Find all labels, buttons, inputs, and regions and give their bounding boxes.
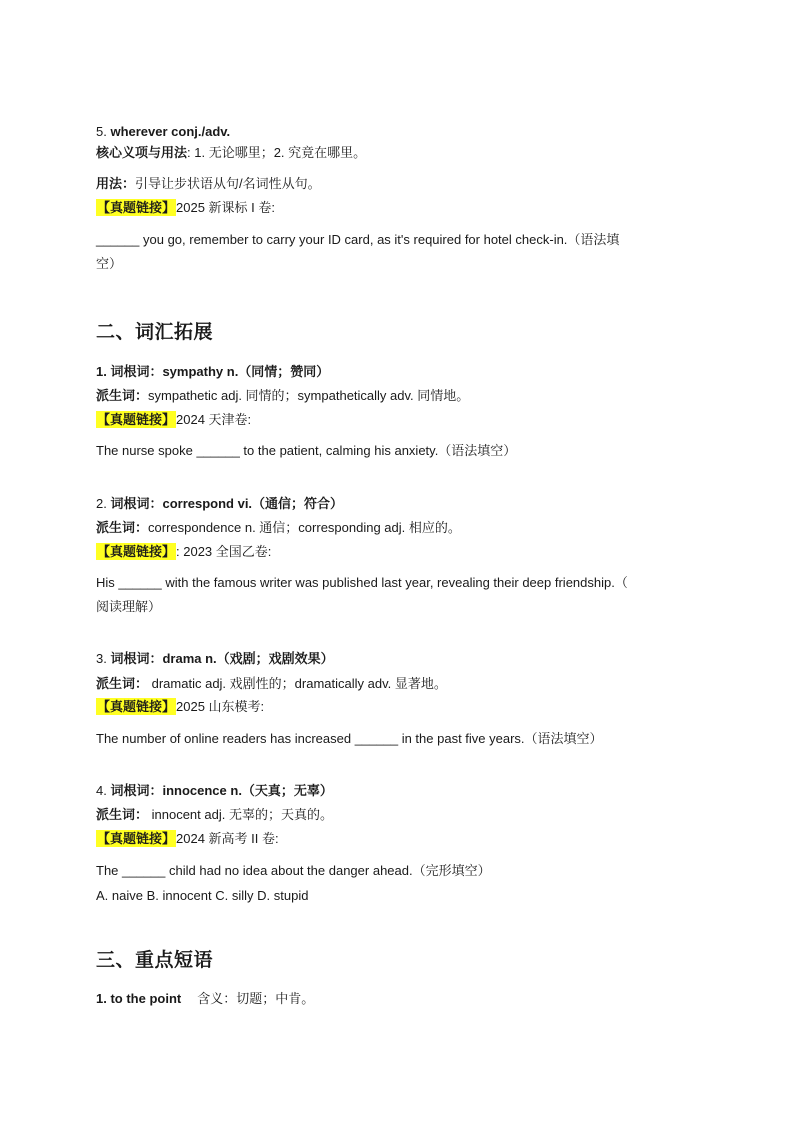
exam-link-source: : 2023 全国乙卷: — [176, 544, 272, 559]
derived-label: 派生词： — [96, 388, 149, 403]
usage-line — [96, 175, 321, 193]
usage-label: 用法： — [96, 176, 136, 191]
answer-options: A. naive B. innocent C. silly D. stupid — [96, 888, 309, 903]
example-sentence-cont: 阅读理解） — [96, 599, 162, 614]
exam-link-label: 【真题链接】 — [97, 412, 176, 427]
core-meaning — [96, 144, 366, 162]
usage-text: 引导让步状语从句/名词性从句。 — [135, 176, 321, 191]
root-word — [96, 495, 343, 513]
example-sentence: His ______ with the famous writer was published last year, revealing their deep friendship.（ — [96, 575, 628, 590]
derived-words — [96, 675, 447, 693]
item-number: 4. — [96, 783, 111, 798]
phrase-meaning: 含义：切题；中肯。 — [197, 991, 315, 1006]
derived-label: 派生词： — [96, 520, 149, 535]
exam-link-label: 【真题链接】 — [97, 200, 176, 215]
exam-link — [96, 411, 251, 429]
exam-link — [96, 199, 275, 217]
derived-label: 派生词： — [96, 676, 149, 691]
item-number: 5. — [96, 124, 111, 139]
section-title: 二、词汇拓展 — [96, 322, 214, 343]
derived-text: innocent adj. 无辜的；天真的。 — [148, 807, 333, 822]
root-word — [96, 650, 334, 668]
item-word: wherever conj./adv. — [110, 124, 231, 139]
example-sentence: ______ you go, remember to carry your ID card, as it's required for hotel check-in.（语法填 — [96, 232, 620, 247]
phrase-text: 1. to the point — [96, 991, 182, 1006]
derived-words — [96, 806, 333, 824]
item-number: 3. — [96, 651, 111, 666]
derived-text: correspondence n. 通信；corresponding adj. 相应的。 — [148, 520, 461, 535]
section-title: 三、重点短语 — [96, 950, 214, 971]
exam-link-source: 2025 山东模考: — [176, 699, 265, 714]
root-word: 1. 词根词：sympathy n.（同情；赞同） — [96, 364, 330, 379]
root-text: 词根词：drama n.（戏剧；戏剧效果） — [110, 651, 334, 666]
derived-words — [96, 387, 469, 405]
exam-link-source: 2024 天津卷: — [176, 412, 252, 427]
exam-link — [96, 698, 264, 716]
exam-link-source: 2024 新高考 II 卷: — [176, 831, 279, 846]
exam-link-source: 2025 新课标 I 卷: — [176, 200, 275, 215]
example-sentence: The number of online readers has increased ______ in the past five years.（语法填空） — [96, 731, 603, 746]
core-label: 核心义项与用法 — [96, 145, 188, 160]
exam-link — [96, 830, 279, 848]
core-text: : 1. 无论哪里；2. 究竟在哪里。 — [187, 145, 367, 160]
derived-text: dramatic adj. 戏剧性的；dramatically adv. 显著地。 — [148, 676, 447, 691]
exam-link — [96, 543, 271, 561]
item-number: 2. — [96, 496, 111, 511]
derived-text: sympathetic adj. 同情的；sympathetically adv. 同情地。 — [148, 388, 470, 403]
derived-label: 派生词： — [96, 807, 149, 822]
example-sentence: The nurse spoke ______ to the patient, calming his anxiety.（语法填空） — [96, 443, 517, 458]
exam-link-label: 【真题链接】 — [97, 831, 176, 846]
item-heading — [96, 123, 230, 141]
derived-words — [96, 519, 461, 537]
exam-link-label: 【真题链接】 — [97, 699, 176, 714]
root-word — [96, 782, 333, 800]
example-sentence-cont: 空） — [96, 256, 123, 271]
example-sentence: The ______ child had no idea about the danger ahead.（完形填空） — [96, 863, 491, 878]
exam-link-label: 【真题链接】 — [97, 544, 176, 559]
phrase-entry — [96, 990, 314, 1008]
root-text: 词根词：correspond vi.（通信；符合） — [110, 496, 344, 511]
root-text: 词根词：innocence n.（天真；无辜） — [110, 783, 333, 798]
